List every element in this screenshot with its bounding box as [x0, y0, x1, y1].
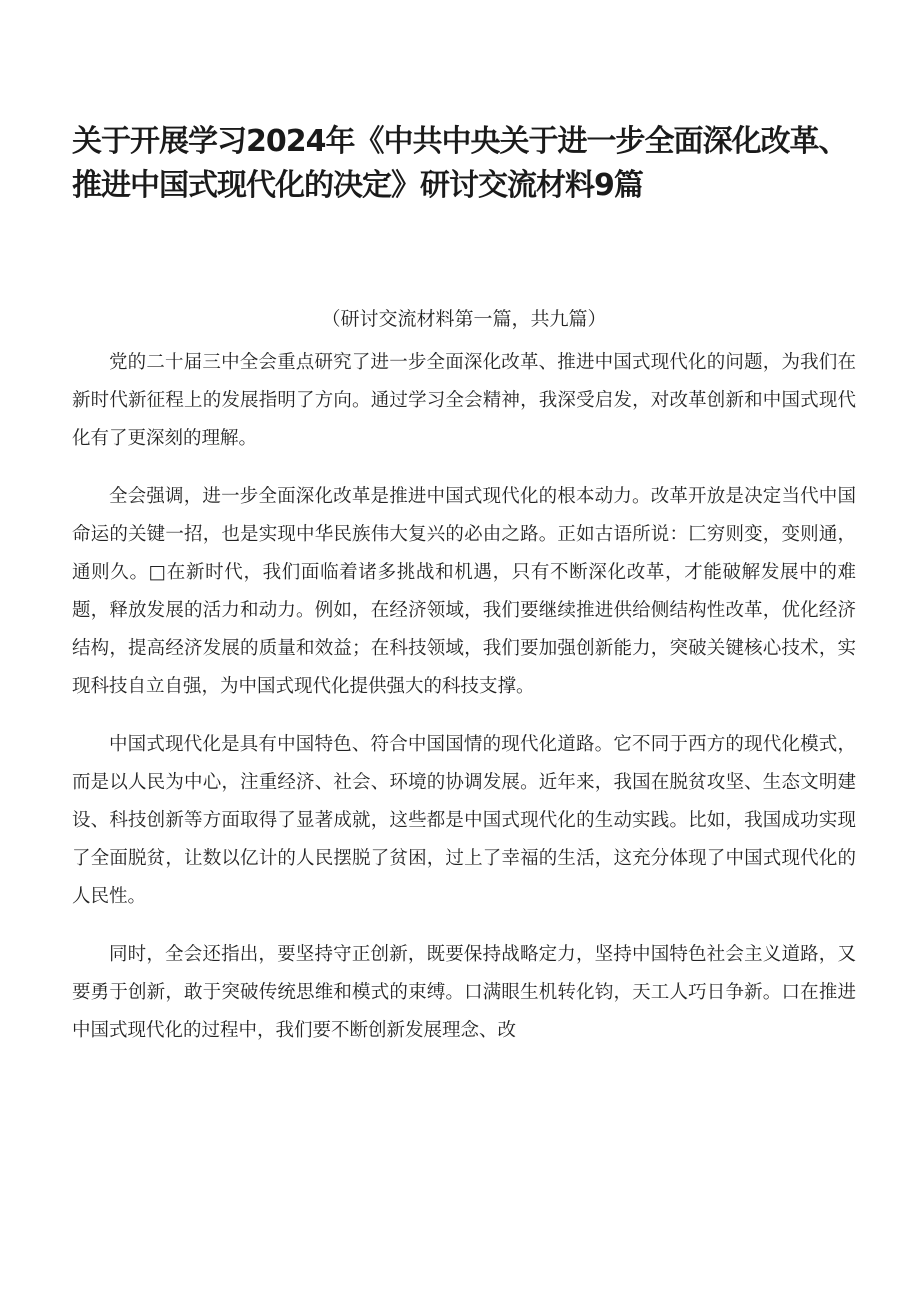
- document-subtitle: （研讨交流材料第一篇，共九篇）: [321, 308, 607, 330]
- document-title: 关于开展学习2024年《中共中央关于进一步全面深化改革、推进中国式现代化的决定》研讨交流材料9篇: [72, 124, 848, 203]
- paragraph-3: 中国式现代化是具有中国特色、符合中国国情的现代化道路。它不同于西方的现代化模式，而是以人民为中心，注重经济、社会、环境的协调发展。近年来，我国在脱贫攻坚、生态文明建设、科技创新等方面取得了显著成就，这些都是中国式现代化的生动实践。比如，我国成功实现了全面脱贫，让数以亿计的人民摆脱了贫困，过上了幸福的生活，这充分体现了中国式现代化的人民性。: [72, 734, 856, 907]
- paragraph-1: 党的二十届三中全会重点研究了进一步全面深化改革、推进中国式现代化的问题，为我们在新时代新征程上的发展指明了方向。通过学习全会精神，我深受启发，对改革创新和中国式现代化有了更深刻的理解。: [72, 352, 856, 449]
- paragraph-4: 同时，全会还指出，要坚持守正创新，既要保持战略定力，坚持中国特色社会主义道路，又要勇于创新，敢于突破传统思维和模式的束缚。口满眼生机转化钧，天工人巧日争新。口在推进中国式现代化的过程中，我们要不断创新发展理念、改: [72, 944, 856, 1041]
- paragraph-2: 全会强调，进一步全面深化改革是推进中国式现代化的根本动力。改革开放是决定当代中国命运的关键一招，也是实现中华民族伟大复兴的必由之路。正如古语所说：匚穷则变，变则通，通则久。□在新时代，我们面临着诸多挑战和机遇，只有不断深化改革，才能破解发展中的难题，释放发展的活力和动力。例如，在经济领域，我们要继续推进供给侧结构性改革，优化经济结构，提高经济发展的质量和效益；在科技领域，我们要加强创新能力，突破关键核心技术，实现科技自立自强，为中国式现代化提供强大的科技支撑。: [72, 486, 856, 697]
